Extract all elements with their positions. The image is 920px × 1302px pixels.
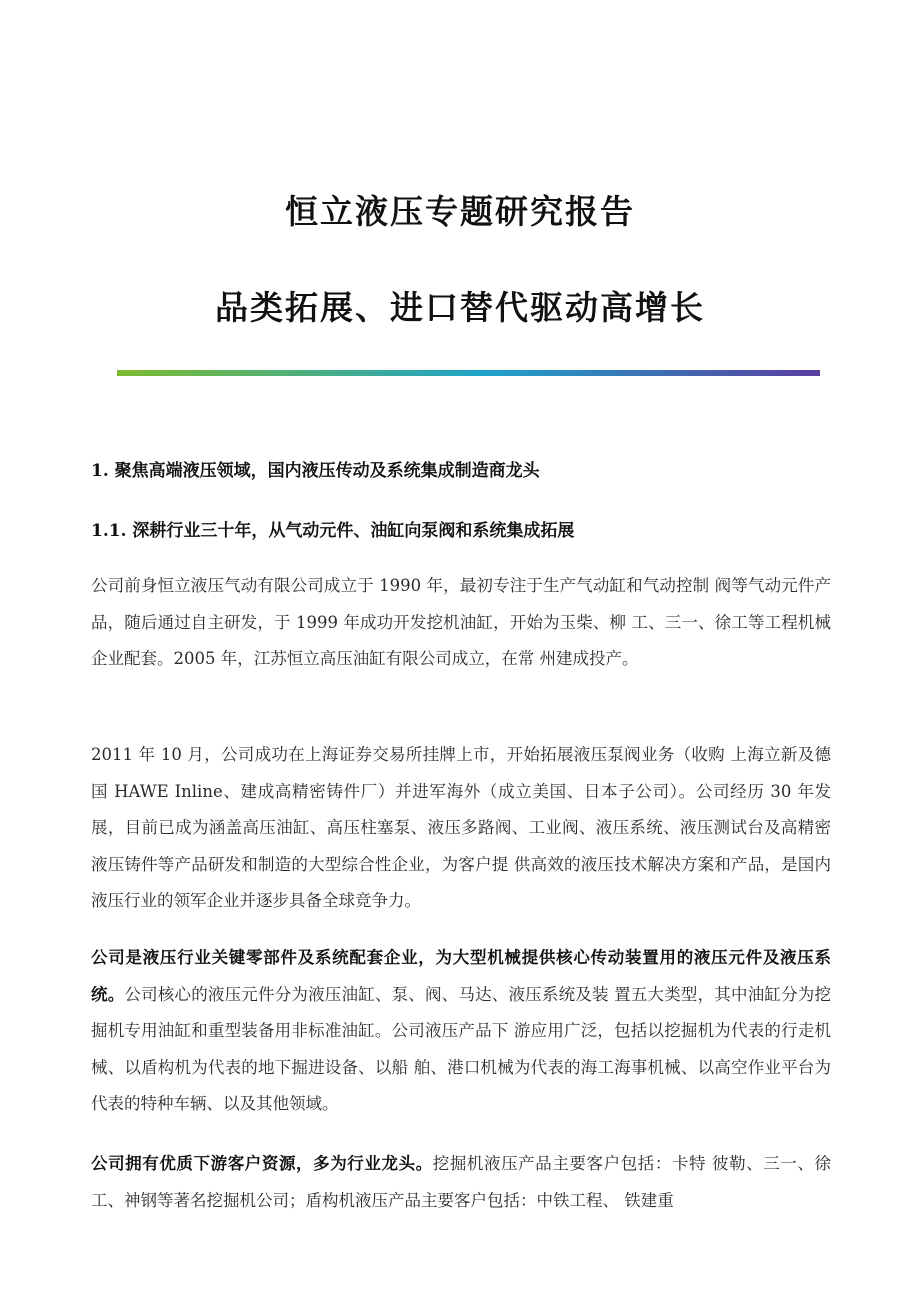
paragraph-products-lead: 公司是液压行业关键零部件及系统配套企业，为大型机械提供核心传动装置用的液压元件及液压系统。 (91, 948, 831, 1004)
paragraph-customers (91, 1146, 831, 1219)
paragraph-listing-expansion: 2011 年 10 月，公司成功在上海证券交易所挂牌上市，开始拓展液压泵阀业务（收购 上海立新及德国 HAWE Inline、建成高精密铸件厂）并进军海外（成立美国、日本子公司）。公司经历 30 年发展，目前已成为涵盖高压油缸、高压柱塞泵、液压多路阀、工业阀、液压系统、液压测试台及高精密液压铸件等产品研发和制造的大型综合性企业，为客户提 供高效的液压技术解决方案和产品，是国内液压行业的领军企业并逐步具备全球竞争力。 (91, 745, 831, 910)
section-heading-1-1: 1.1. 深耕行业三十年，从气动元件、油缸向泵阀和系统集成拓展 (91, 521, 575, 541)
report-subtitle: 品类拓展、进口替代驱动高增长 (215, 288, 705, 327)
paragraph-products (91, 940, 831, 1123)
paragraph-products-body: 公司核心的液压元件分为液压油缸、泵、阀、马达、液压系统及装 置五大类型，其中油缸分为挖掘机专用油缸和重型装备用非标准油缸。公司液压产品下 游应用广泛，包括以挖掘机为代表的行走机械、以盾构机为代表的地下掘进设备、以船 舶、港口机械为代表的海工海事机械、以高空作业平台为代表的特种车辆、以及其他领域。 (91, 984, 832, 1113)
paragraph-customers-body: 挖掘机液压产品主要客户包括：卡特 彼勒、三一、徐工、神钢等著名挖掘机公司；盾构机液压产品主要客户包括：中铁工程、 铁建重 (91, 1154, 832, 1210)
section-heading-1: 1. 聚焦高端液压领域，国内液压传动及系统集成制造商龙头 (91, 461, 540, 481)
paragraph-customers-lead: 公司拥有优质下游客户资源，多为行业龙头。 (91, 1154, 433, 1173)
gradient-divider (117, 370, 820, 376)
paragraph-company-history: 公司前身恒立液压气动有限公司成立于 1990 年，最初专注于生产气动缸和气动控制 阀等气动元件产品，随后通过自主研发，于 1999 年成功开发挖机油缸，开始为玉柴、柳 工、三一、徐工等工程机械企业配套。2005 年，江苏恒立高压油缸有限公司成立，在常 州建成投产。 (91, 576, 831, 668)
report-title: 恒立液压专题研究报告 (285, 192, 635, 231)
